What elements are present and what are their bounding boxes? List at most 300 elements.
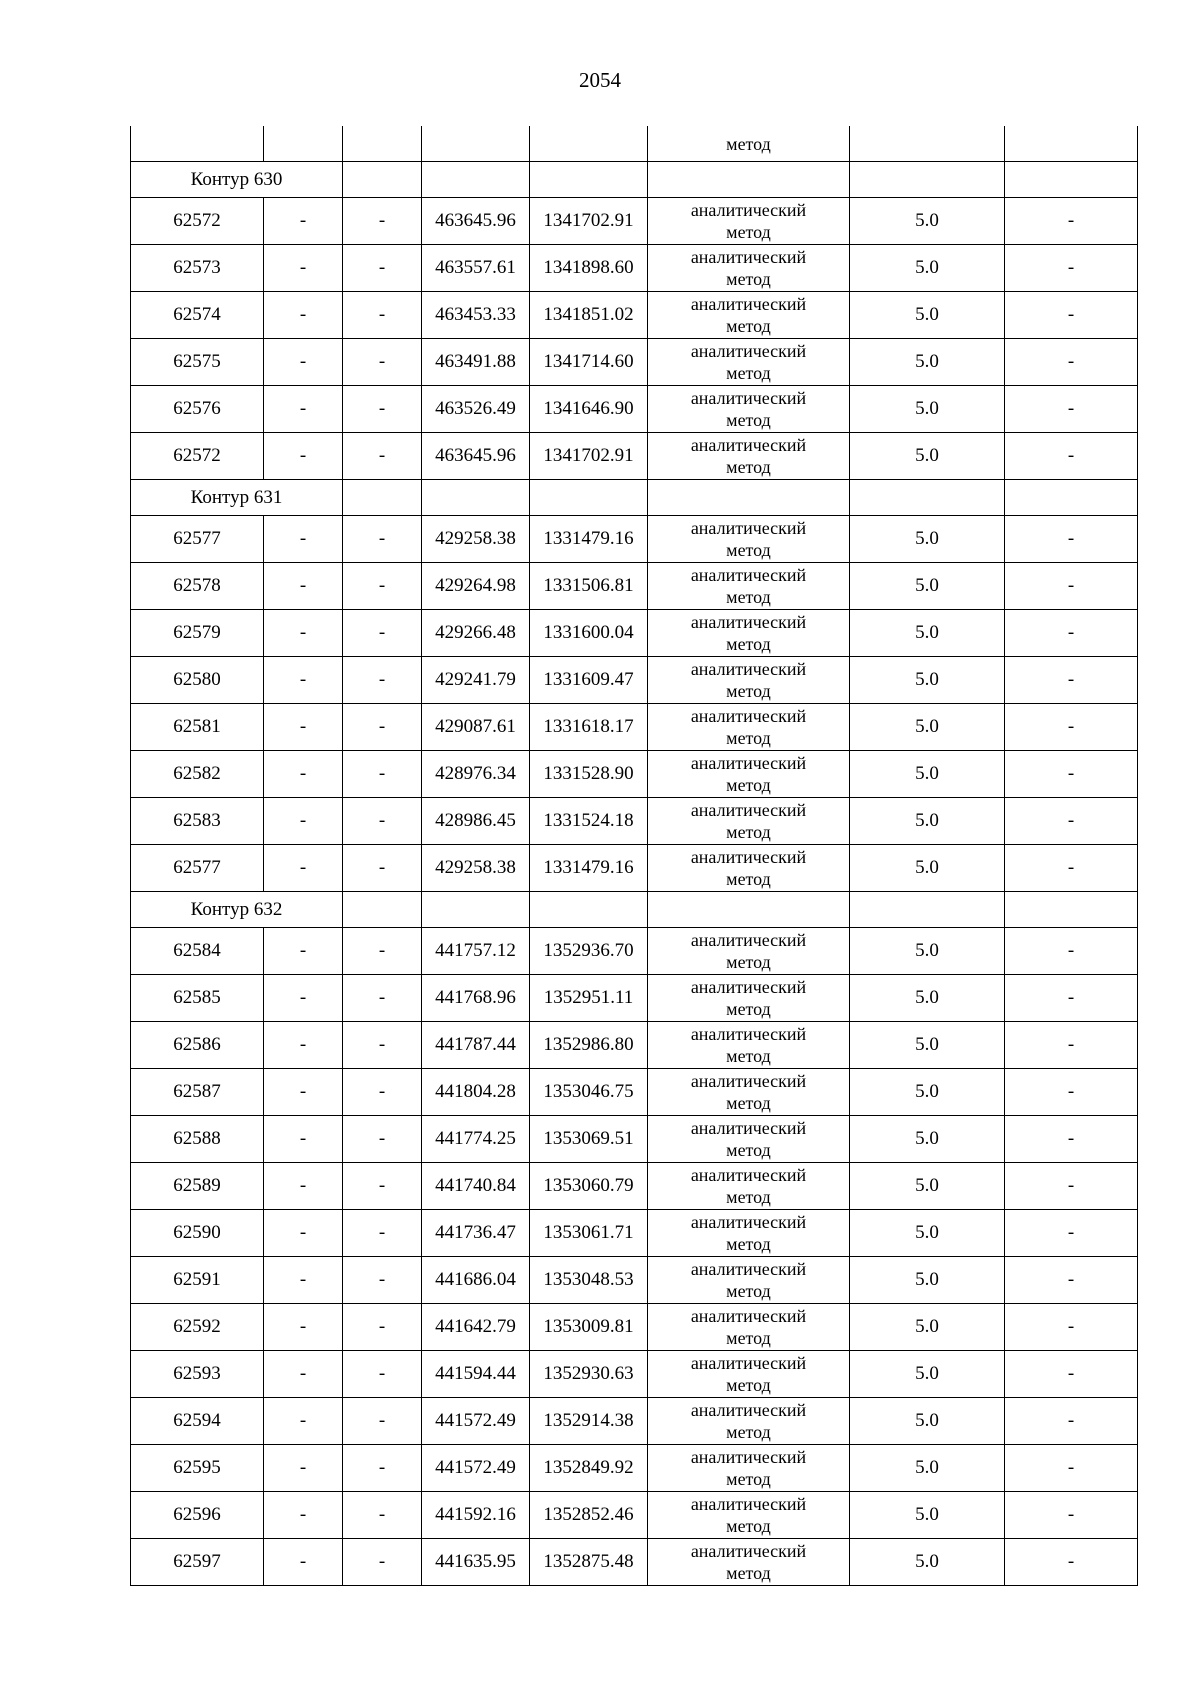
dash-cell: - (343, 1304, 422, 1351)
method-line: аналитический (690, 435, 807, 455)
table-cell (343, 162, 422, 198)
x-coordinate-cell: 428976.34 (422, 751, 530, 798)
y-coordinate-cell: 1352986.80 (530, 1022, 648, 1069)
dash-cell: - (343, 751, 422, 798)
method-cell (648, 1163, 850, 1210)
method-line: аналитический (690, 1306, 807, 1326)
dash-cell: - (343, 1163, 422, 1210)
x-coordinate-cell: 429087.61 (422, 704, 530, 751)
accuracy-cell: 5.0 (850, 1069, 1005, 1116)
table-cell (343, 892, 422, 928)
accuracy-cell: 5.0 (850, 1304, 1005, 1351)
dash-cell: - (1005, 1116, 1138, 1163)
method-cell (648, 1210, 850, 1257)
x-coordinate-cell: 429241.79 (422, 657, 530, 704)
dash-cell: - (343, 1351, 422, 1398)
method-line: аналитический (690, 800, 807, 820)
y-coordinate-cell: 1353060.79 (530, 1163, 648, 1210)
table-row (131, 657, 1138, 704)
method-line: метод (726, 681, 771, 701)
point-id-cell: 62575 (131, 339, 264, 386)
accuracy-cell: 5.0 (850, 516, 1005, 563)
method-cell (648, 1351, 850, 1398)
accuracy-cell: 5.0 (850, 928, 1005, 975)
dash-cell: - (1005, 1398, 1138, 1445)
point-id-cell: 62594 (131, 1398, 264, 1445)
method-line: метод (726, 269, 771, 289)
method-cell (648, 563, 850, 610)
table-row (131, 516, 1138, 563)
dash-cell: - (343, 563, 422, 610)
accuracy-cell: 5.0 (850, 798, 1005, 845)
point-id-cell: 62578 (131, 563, 264, 610)
table-row (131, 563, 1138, 610)
method-line: аналитический (690, 1447, 807, 1467)
page-number: 2054 (579, 68, 621, 92)
method-line: аналитический (690, 753, 807, 773)
table-row (131, 1163, 1138, 1210)
method-line: аналитический (690, 518, 807, 538)
dash-cell: - (1005, 928, 1138, 975)
y-coordinate-cell: 1341714.60 (530, 339, 648, 386)
table-row (131, 245, 1138, 292)
x-coordinate-cell: 441736.47 (422, 1210, 530, 1257)
method-line: метод (726, 775, 771, 795)
x-coordinate-cell: 441592.16 (422, 1492, 530, 1539)
contour-header-row (131, 162, 1138, 198)
table-cell (131, 126, 264, 162)
method-line: аналитический (690, 1118, 807, 1138)
x-coordinate-cell: 463526.49 (422, 386, 530, 433)
x-coordinate-cell: 429258.38 (422, 516, 530, 563)
method-cell (648, 1257, 850, 1304)
method-line: метод (726, 822, 771, 842)
x-coordinate-cell: 441686.04 (422, 1257, 530, 1304)
table-cell (1005, 126, 1138, 162)
x-coordinate-cell: 463557.61 (422, 245, 530, 292)
accuracy-cell: 5.0 (850, 1351, 1005, 1398)
dash-cell: - (343, 928, 422, 975)
table-cell (850, 480, 1005, 516)
dash-cell: - (264, 198, 343, 245)
method-line: аналитический (690, 977, 807, 997)
table-row (131, 1257, 1138, 1304)
y-coordinate-cell: 1352936.70 (530, 928, 648, 975)
table-cell (850, 892, 1005, 928)
accuracy-cell: 5.0 (850, 339, 1005, 386)
dash-cell: - (1005, 1069, 1138, 1116)
dash-cell: - (343, 845, 422, 892)
table-row (131, 1492, 1138, 1539)
dash-cell: - (264, 563, 343, 610)
accuracy-cell: 5.0 (850, 386, 1005, 433)
x-coordinate-cell: 441804.28 (422, 1069, 530, 1116)
point-id-cell: 62595 (131, 1445, 264, 1492)
method-line: аналитический (690, 341, 807, 361)
dash-cell: - (264, 1022, 343, 1069)
dash-cell: - (343, 657, 422, 704)
method-cell (648, 845, 850, 892)
x-coordinate-cell: 441740.84 (422, 1163, 530, 1210)
method-line: аналитический (690, 565, 807, 585)
dash-cell: - (1005, 1257, 1138, 1304)
y-coordinate-cell: 1331618.17 (530, 704, 648, 751)
method-cell (648, 1116, 850, 1163)
dash-cell: - (264, 751, 343, 798)
method-cell (648, 1069, 850, 1116)
dash-cell: - (343, 292, 422, 339)
table-row (131, 433, 1138, 480)
coordinates-table (130, 126, 1138, 1586)
contour-label: Контур 632 (131, 892, 343, 928)
dash-cell: - (343, 1398, 422, 1445)
method-line: метод (726, 1093, 771, 1113)
accuracy-cell: 5.0 (850, 1445, 1005, 1492)
point-id-cell: 62588 (131, 1116, 264, 1163)
point-id-cell: 62577 (131, 516, 264, 563)
method-cell (648, 610, 850, 657)
y-coordinate-cell: 1341898.60 (530, 245, 648, 292)
point-id-cell: 62582 (131, 751, 264, 798)
method-line: метод (726, 410, 771, 430)
table-cell (648, 480, 850, 516)
point-id-cell: 62591 (131, 1257, 264, 1304)
method-line: метод (726, 728, 771, 748)
dash-cell: - (343, 1445, 422, 1492)
table-row (131, 1304, 1138, 1351)
method-cell (648, 751, 850, 798)
method-line: метод (726, 1516, 771, 1536)
table-row (131, 198, 1138, 245)
method-cell (648, 798, 850, 845)
dash-cell: - (264, 845, 343, 892)
method-cell (648, 1398, 850, 1445)
point-id-cell: 62573 (131, 245, 264, 292)
dash-cell: - (343, 1022, 422, 1069)
continued-row (131, 126, 1138, 162)
table-row (131, 1351, 1138, 1398)
point-id-cell: 62577 (131, 845, 264, 892)
table-cell (264, 126, 343, 162)
table-row (131, 1069, 1138, 1116)
y-coordinate-cell: 1352849.92 (530, 1445, 648, 1492)
dash-cell: - (343, 1492, 422, 1539)
dash-cell: - (264, 1445, 343, 1492)
dash-cell: - (1005, 1492, 1138, 1539)
method-cell (648, 975, 850, 1022)
point-id-cell: 62581 (131, 704, 264, 751)
dash-cell: - (264, 339, 343, 386)
method-line: метод (726, 1375, 771, 1395)
dash-cell: - (1005, 610, 1138, 657)
dash-cell: - (1005, 845, 1138, 892)
dash-cell: - (264, 975, 343, 1022)
method-line: аналитический (690, 930, 807, 950)
dash-cell: - (264, 433, 343, 480)
table-cell (343, 480, 422, 516)
dash-cell: - (264, 386, 343, 433)
table-row (131, 751, 1138, 798)
table-cell (648, 162, 850, 198)
point-id-cell: 62592 (131, 1304, 264, 1351)
dash-cell: - (264, 1304, 343, 1351)
method-line: аналитический (690, 1541, 807, 1561)
point-id-cell: 62585 (131, 975, 264, 1022)
dash-cell: - (343, 610, 422, 657)
method-cell (648, 1304, 850, 1351)
method-line: аналитический (690, 294, 807, 314)
dash-cell: - (343, 198, 422, 245)
dash-cell: - (1005, 1445, 1138, 1492)
dash-cell: - (264, 1069, 343, 1116)
contour-label: Контур 630 (131, 162, 343, 198)
accuracy-cell: 5.0 (850, 1398, 1005, 1445)
dash-cell: - (1005, 704, 1138, 751)
accuracy-cell: 5.0 (850, 610, 1005, 657)
method-line: метод (726, 1234, 771, 1254)
x-coordinate-cell: 441757.12 (422, 928, 530, 975)
method-cell (648, 339, 850, 386)
method-line: метод (726, 634, 771, 654)
dash-cell: - (343, 1210, 422, 1257)
x-coordinate-cell: 441572.49 (422, 1445, 530, 1492)
dash-cell: - (1005, 657, 1138, 704)
method-cell (648, 1539, 850, 1586)
x-coordinate-cell: 441642.79 (422, 1304, 530, 1351)
method-cell (648, 657, 850, 704)
dash-cell: - (1005, 751, 1138, 798)
table-cell (530, 126, 648, 162)
y-coordinate-cell: 1331528.90 (530, 751, 648, 798)
dash-cell: - (1005, 292, 1138, 339)
y-coordinate-cell: 1352914.38 (530, 1398, 648, 1445)
x-coordinate-cell: 463491.88 (422, 339, 530, 386)
x-coordinate-cell: 441635.95 (422, 1539, 530, 1586)
accuracy-cell: 5.0 (850, 1257, 1005, 1304)
point-id-cell: 62572 (131, 433, 264, 480)
x-coordinate-cell: 441768.96 (422, 975, 530, 1022)
dash-cell: - (264, 798, 343, 845)
dash-cell: - (264, 657, 343, 704)
contour-header-row (131, 480, 1138, 516)
method-line: метод (726, 540, 771, 560)
method-line: аналитический (690, 1212, 807, 1232)
dash-cell: - (1005, 1304, 1138, 1351)
y-coordinate-cell: 1352951.11 (530, 975, 648, 1022)
method-line: метод (726, 363, 771, 383)
point-id-cell: 62584 (131, 928, 264, 975)
dash-cell: - (264, 1351, 343, 1398)
dash-cell: - (343, 433, 422, 480)
x-coordinate-cell: 429258.38 (422, 845, 530, 892)
method-line: аналитический (690, 247, 807, 267)
y-coordinate-cell: 1331479.16 (530, 516, 648, 563)
dash-cell: - (1005, 975, 1138, 1022)
x-coordinate-cell: 463453.33 (422, 292, 530, 339)
dash-cell: - (1005, 1210, 1138, 1257)
dash-cell: - (1005, 198, 1138, 245)
x-coordinate-cell: 429264.98 (422, 563, 530, 610)
method-cell (648, 292, 850, 339)
dash-cell: - (1005, 563, 1138, 610)
y-coordinate-cell: 1331609.47 (530, 657, 648, 704)
dash-cell: - (264, 928, 343, 975)
table-cell (530, 892, 648, 928)
dash-cell: - (343, 798, 422, 845)
method-line: аналитический (690, 847, 807, 867)
table-cell (648, 892, 850, 928)
method-cell (648, 386, 850, 433)
dash-cell: - (1005, 516, 1138, 563)
method-cell (648, 704, 850, 751)
method-line: аналитический (690, 659, 807, 679)
contour-label: Контур 631 (131, 480, 343, 516)
method-line: аналитический (690, 1400, 807, 1420)
accuracy-cell: 5.0 (850, 1022, 1005, 1069)
accuracy-cell: 5.0 (850, 1492, 1005, 1539)
y-coordinate-cell: 1341851.02 (530, 292, 648, 339)
dash-cell: - (264, 1398, 343, 1445)
method-line: метод (726, 999, 771, 1019)
table-cell (422, 480, 530, 516)
point-id-cell: 62583 (131, 798, 264, 845)
table-row (131, 798, 1138, 845)
method-line: метод (726, 587, 771, 607)
dash-cell: - (1005, 386, 1138, 433)
x-coordinate-cell: 463645.96 (422, 198, 530, 245)
point-id-cell: 62579 (131, 610, 264, 657)
table-row (131, 1116, 1138, 1163)
table-cell (530, 480, 648, 516)
table-row (131, 610, 1138, 657)
accuracy-cell: 5.0 (850, 245, 1005, 292)
accuracy-cell: 5.0 (850, 1539, 1005, 1586)
method-line: метод (726, 457, 771, 477)
dash-cell: - (343, 1257, 422, 1304)
x-coordinate-cell: 441774.25 (422, 1116, 530, 1163)
method-line: метод (726, 1281, 771, 1301)
table-cell (343, 126, 422, 162)
table-row (131, 1210, 1138, 1257)
table-row (131, 1445, 1138, 1492)
y-coordinate-cell: 1352930.63 (530, 1351, 648, 1398)
dash-cell: - (343, 975, 422, 1022)
dash-cell: - (264, 1492, 343, 1539)
contour-header-row (131, 892, 1138, 928)
method-cell (648, 928, 850, 975)
accuracy-cell: 5.0 (850, 845, 1005, 892)
table-cell (422, 126, 530, 162)
method-line: аналитический (690, 1165, 807, 1185)
table-row (131, 1398, 1138, 1445)
method-cell (648, 245, 850, 292)
point-id-cell: 62589 (131, 1163, 264, 1210)
point-id-cell: 62586 (131, 1022, 264, 1069)
method-cell (648, 1445, 850, 1492)
accuracy-cell: 5.0 (850, 751, 1005, 798)
point-id-cell: 62590 (131, 1210, 264, 1257)
table-row (131, 845, 1138, 892)
method-cell (648, 516, 850, 563)
accuracy-cell: 5.0 (850, 657, 1005, 704)
point-id-cell: 62574 (131, 292, 264, 339)
table-row (131, 1022, 1138, 1069)
accuracy-cell: 5.0 (850, 1116, 1005, 1163)
x-coordinate-cell: 428986.45 (422, 798, 530, 845)
dash-cell: - (1005, 798, 1138, 845)
method-line: метод (726, 1187, 771, 1207)
method-line: аналитический (690, 200, 807, 220)
point-id-cell: 62596 (131, 1492, 264, 1539)
table-row (131, 928, 1138, 975)
y-coordinate-cell: 1341646.90 (530, 386, 648, 433)
table-cell (422, 892, 530, 928)
dash-cell: - (264, 245, 343, 292)
accuracy-cell: 5.0 (850, 433, 1005, 480)
x-coordinate-cell: 429266.48 (422, 610, 530, 657)
dash-cell: - (264, 1257, 343, 1304)
table-cell (1005, 480, 1138, 516)
y-coordinate-cell: 1352875.48 (530, 1539, 648, 1586)
point-id-cell: 62580 (131, 657, 264, 704)
method-line: метод (726, 1046, 771, 1066)
y-coordinate-cell: 1353009.81 (530, 1304, 648, 1351)
dash-cell: - (343, 1116, 422, 1163)
dash-cell: - (1005, 433, 1138, 480)
y-coordinate-cell: 1352852.46 (530, 1492, 648, 1539)
x-coordinate-cell: 441787.44 (422, 1022, 530, 1069)
y-coordinate-cell: 1353061.71 (530, 1210, 648, 1257)
accuracy-cell: 5.0 (850, 704, 1005, 751)
dash-cell: - (264, 1116, 343, 1163)
y-coordinate-cell: 1331479.16 (530, 845, 648, 892)
method-cell: метод (648, 126, 850, 162)
method-line: метод (726, 316, 771, 336)
y-coordinate-cell: 1331506.81 (530, 563, 648, 610)
method-cell (648, 1022, 850, 1069)
table-cell (850, 126, 1005, 162)
dash-cell: - (343, 1539, 422, 1586)
point-id-cell: 62597 (131, 1539, 264, 1586)
point-id-cell: 62572 (131, 198, 264, 245)
accuracy-cell: 5.0 (850, 563, 1005, 610)
y-coordinate-cell: 1353069.51 (530, 1116, 648, 1163)
table-row (131, 704, 1138, 751)
method-line: метод (726, 1140, 771, 1160)
method-cell (648, 1492, 850, 1539)
dash-cell: - (343, 339, 422, 386)
dash-cell: - (264, 1539, 343, 1586)
dash-cell: - (343, 516, 422, 563)
accuracy-cell: 5.0 (850, 975, 1005, 1022)
dash-cell: - (264, 610, 343, 657)
method-line: аналитический (690, 1024, 807, 1044)
y-coordinate-cell: 1353048.53 (530, 1257, 648, 1304)
point-id-cell: 62576 (131, 386, 264, 433)
dash-cell: - (264, 1210, 343, 1257)
accuracy-cell: 5.0 (850, 198, 1005, 245)
table-row (131, 975, 1138, 1022)
method-line: метод (726, 1563, 771, 1583)
y-coordinate-cell: 1341702.91 (530, 198, 648, 245)
method-line: аналитический (690, 1259, 807, 1279)
x-coordinate-cell: 441572.49 (422, 1398, 530, 1445)
table-body (131, 126, 1138, 1586)
x-coordinate-cell: 463645.96 (422, 433, 530, 480)
table-cell (422, 162, 530, 198)
method-cell (648, 433, 850, 480)
dash-cell: - (1005, 339, 1138, 386)
